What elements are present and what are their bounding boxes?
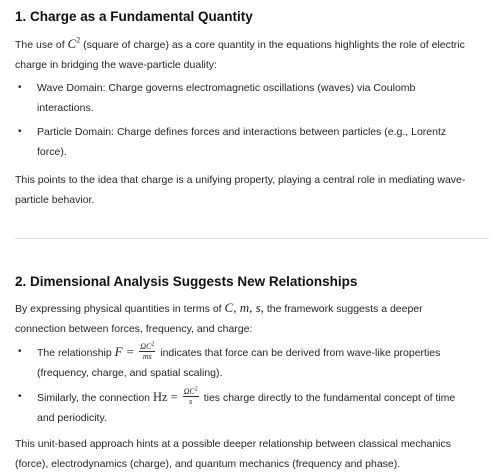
wave-domain-text: : Charge governs electromagnetic oscillations (waves) via Coulomb [102,82,416,94]
list-item: • The relationship F = $\frac{\Omega C^2}{ms}$ indicates that force can be derived from wave-like properties (frequency, charge, and spatial scaling). [18,341,441,379]
section1-intro-post: (square of charge) as a core quantity in the equations highlights the role of electric [83,39,465,51]
particle-domain-text: : Charge defines forces and interactions between particles (e.g., Lorentz [111,126,447,138]
wave-domain-label: Wave Domain [37,82,103,94]
hz-fraction: $\frac{\Omega C^2}{s}$ [183,386,198,406]
section2-bullet-list [15,342,490,428]
hz-equation: Hz = [152,390,178,404]
wave-domain-text-line2: interactions. [37,102,94,114]
force-fraction: $\frac{\Omega C^2}{ms}$ [140,341,155,361]
bullet-icon: • [18,391,22,402]
section-divider [15,238,489,239]
variables-math: C, m, s, [224,300,264,315]
section1-bullet-list [15,78,490,162]
bullet-icon: • [18,126,22,137]
particle-domain-text-line2: force). [37,146,67,158]
bullet-icon: • [18,82,22,93]
section1-intro [15,34,490,75]
section2-conclusion: This unit-based approach hints at a possible deeper relationship between classical mechanics (force), electrodynamics (charge), and quantum mechanics (frequency and phase). [15,438,452,470]
section2-intro: By expressing physical quantities in terms of C, m, s, the framework suggests a deeper connection between forces, frequency, and charge: [15,300,423,335]
section1-heading: 1. Charge as a Fundamental Quantity [15,9,253,24]
section1-intro-line2: charge in bridging the wave-particle duality: [15,59,217,71]
section1-intro-pre: The use of [15,39,65,51]
bullet-icon: • [18,346,22,357]
section1-conclusion: This points to the idea that charge is a unifying property, playing a central role in mediating wave- particle behavior. [15,174,466,206]
force-equation: F = [114,344,135,359]
section2-heading: 2. Dimensional Analysis Suggests New Relationships [15,274,358,289]
list-item [15,122,490,162]
particle-domain-label: Particle Domain [37,126,112,138]
list-item: • Similarly, the connection Hz = $\frac{\Omega C^2}{s}$ ties charge directly to the fundamental concept of time and periodicity. [18,386,456,424]
list-item [15,78,490,118]
charge-squared-math: $C^2$ [67,35,81,51]
